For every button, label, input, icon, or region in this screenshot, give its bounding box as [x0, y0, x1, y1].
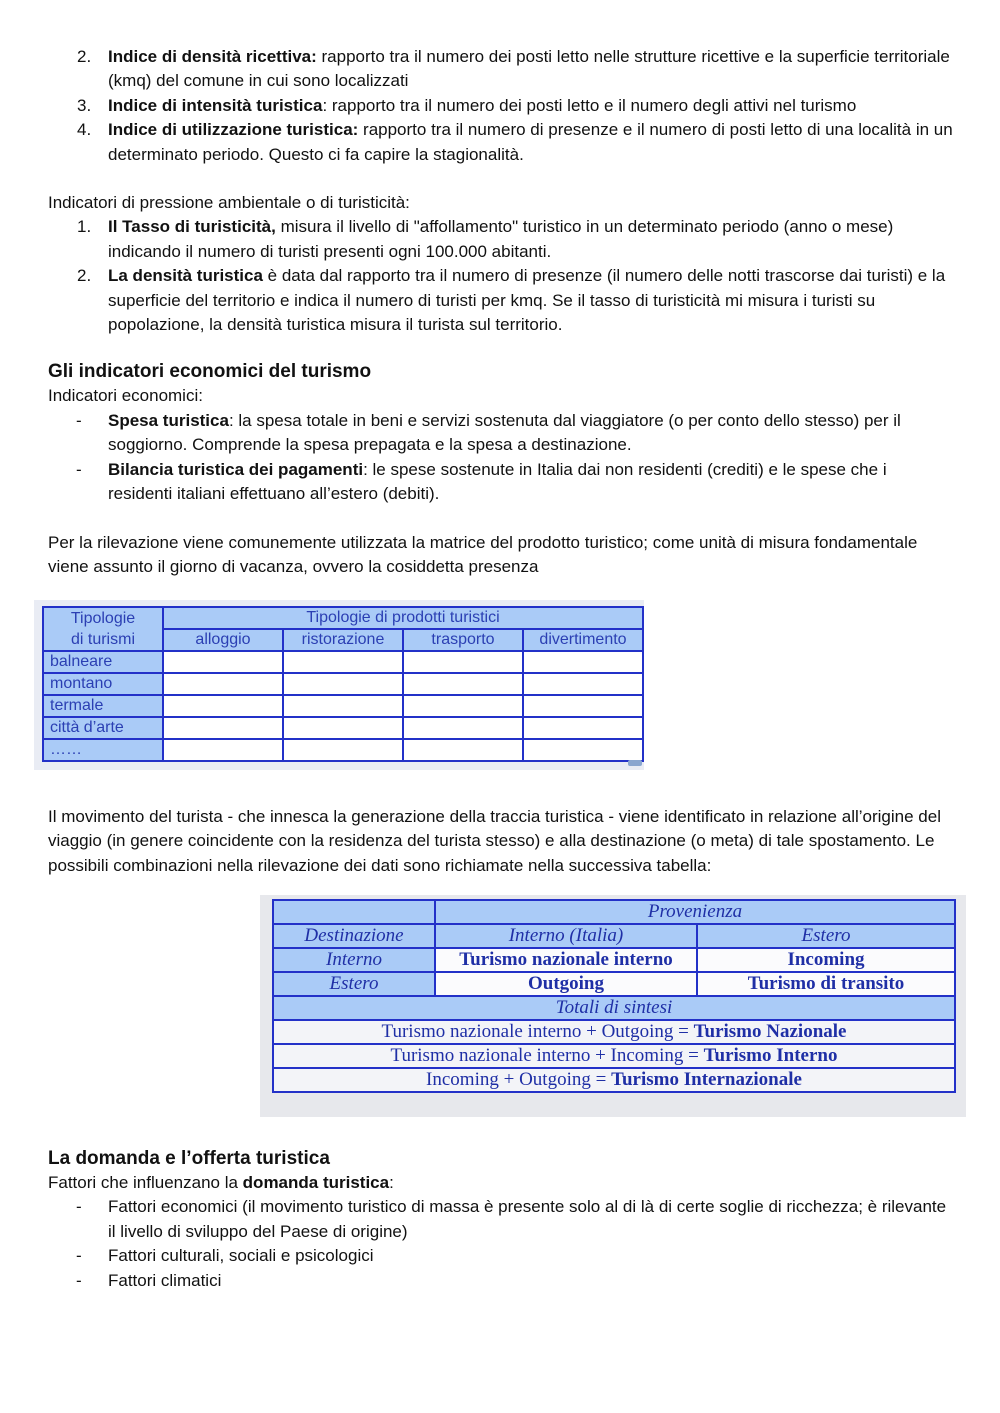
table-cell — [163, 739, 283, 761]
row-header: …… — [43, 739, 163, 761]
factor-text: Fattori culturali, sociali e psicologici — [108, 1246, 374, 1266]
definition: rapporto tra il numero di presenze e il numero di posti letto di una località in un determinato periodo. Questo ci fa capire la stagionalità. — [108, 120, 953, 164]
table-cell: Outgoing — [435, 972, 697, 996]
table-cell — [163, 651, 283, 673]
list-dash: - — [76, 1270, 82, 1290]
term: Indice di utilizzazione turistica: — [108, 120, 359, 140]
term: Bilancia turistica dei pagamenti — [108, 459, 364, 479]
sum-result: Turismo Internazionale — [611, 1069, 802, 1090]
definition: : la spesa totale in beni e servizi sostenuta dal viaggiatore (o per conto dello stesso) per il soggiorno. Comprende la spesa prepagata e la spesa a destinazione. — [108, 410, 901, 455]
intro-text: Fattori che influenzano la — [48, 1173, 243, 1192]
table-cell — [283, 651, 403, 673]
table-cell — [523, 651, 643, 673]
section-heading: Gli indicatori economici del turismo — [48, 361, 372, 383]
table-cell — [403, 717, 523, 739]
list-item — [48, 264, 953, 337]
sum-formula: Turismo nazionale interno + Outgoing = — [381, 1021, 694, 1042]
matrix-table-image — [34, 600, 644, 770]
list-number: 2. — [77, 47, 92, 66]
list-dash: - — [76, 1246, 82, 1266]
sum-row — [273, 1068, 955, 1092]
list-item — [48, 458, 953, 507]
table-cell — [403, 739, 523, 761]
interno-italia-header: Interno (Italia) — [435, 924, 697, 948]
definition: misura il livello di "affollamento" turistico in un determinato periodo (anno o mese) indicando il numero di turisti presenti ogni 100.000 abitanti. — [108, 217, 894, 261]
sum-row — [273, 1044, 955, 1068]
econ-intro: Indicatori economici: — [48, 386, 203, 406]
row-header: Estero — [273, 972, 435, 996]
column-header: ristorazione — [283, 629, 403, 651]
sum-result: Turismo Nazionale — [693, 1021, 847, 1042]
row-header: Interno — [273, 948, 435, 972]
domanda-intro — [48, 1171, 953, 1195]
definition: : rapporto tra il numero dei posti letto e il numero degli attivi nel turismo — [322, 95, 857, 115]
table-cell — [163, 717, 283, 739]
row-header: balneare — [43, 651, 163, 673]
row-header: montano — [43, 673, 163, 695]
column-header: trasporto — [403, 629, 523, 651]
intro-term: domanda turistica — [242, 1173, 390, 1192]
econ-list — [48, 409, 953, 507]
table-cell — [523, 739, 643, 761]
table-cell — [523, 695, 643, 717]
term: La densità turistica — [108, 266, 263, 286]
factor-text: Fattori economici (il movimento turistico di massa è presente solo al di là di certe soglie di ricchezza; è rilevante il livello di sviluppo del Paese di origine) — [108, 1197, 947, 1241]
table-cell — [163, 695, 283, 717]
list-dash: - — [76, 459, 82, 479]
sum-formula: Incoming + Outgoing = — [426, 1069, 612, 1090]
table-row — [273, 948, 955, 972]
table-cell — [403, 673, 523, 695]
list-item — [48, 1244, 953, 1268]
row-header: termale — [43, 695, 163, 717]
table-row — [273, 972, 955, 996]
table-row — [43, 651, 643, 673]
sum-formula: Turismo nazionale interno + Incoming = — [390, 1045, 704, 1066]
table-cell — [523, 717, 643, 739]
definition: rapporto tra il numero dei posti letto nelle strutture ricettive e la superficie territoriale (kmq) del comune in cui sono localizzati — [108, 47, 950, 91]
table-cell — [283, 673, 403, 695]
product-matrix-table — [42, 606, 644, 762]
term: Indice di intensità turistica — [108, 95, 323, 115]
table-row — [273, 1068, 955, 1092]
list-item — [48, 1195, 953, 1244]
factor-text: Fattori climatici — [108, 1270, 222, 1290]
intro-colon: : — [389, 1173, 394, 1192]
table-cell — [283, 739, 403, 761]
document-body-3 — [48, 1147, 953, 1293]
table-row — [43, 717, 643, 739]
table-cell — [523, 673, 643, 695]
table-row — [43, 695, 643, 717]
term: Indice di densità ricettiva: — [108, 47, 317, 66]
corner-line: di turismi — [70, 631, 135, 648]
pressure-list — [48, 215, 953, 337]
table-cell — [283, 695, 403, 717]
sum-result: Turismo Interno — [703, 1045, 838, 1066]
table-cell: Incoming — [697, 948, 955, 972]
list-item — [48, 409, 953, 458]
index-list — [48, 45, 953, 167]
table-cell: Turismo di transito — [697, 972, 955, 996]
row-header: città d’arte — [43, 717, 163, 739]
list-dash: - — [76, 1197, 82, 1217]
totali-header: Totali di sintesi — [273, 996, 955, 1020]
sum-row — [273, 1020, 955, 1044]
definition: : le spese sostenute in Italia dai non residenti (crediti) e le spese che i residenti italiani effettuano all’estero (debiti). — [108, 459, 887, 504]
definition: è data dal rapporto tra il numero di presenze (il numero delle notti trascorse dai turisti) e la superficie del territorio e indica il numero di turisti per kmq. Se il tasso di turisticità mi misura i turisti su popolazione, la densità turistica misura il turista sul territorio. — [108, 266, 946, 335]
pressure-intro: Indicatori di pressione ambientale o di turisticità: — [48, 193, 410, 213]
list-item — [48, 94, 953, 118]
table-row — [273, 1044, 955, 1068]
column-header: divertimento — [523, 629, 643, 651]
paragraph-movement: Il movimento del turista - che innesca la generazione della traccia turistica - viene identificato in relazione all’origine del viaggio (in genere coincidente con la residenza del turista stesso) e alla destinazione (o meta) di tale spostamento. Le possibili combinazioni nella rilevazione dei dati sono richiamate nella successiva tabella: — [48, 807, 941, 875]
table-row — [43, 673, 643, 695]
term: Il Tasso di turisticità, — [108, 217, 276, 237]
table-cell — [403, 651, 523, 673]
list-number: 4. — [77, 120, 92, 140]
column-header: alloggio — [163, 629, 283, 651]
group-header: Tipologie di prodotti turistici — [163, 607, 643, 629]
destinazione-header: Destinazione — [273, 924, 435, 948]
estero-header: Estero — [697, 924, 955, 948]
provenienza-header: Provenienza — [435, 900, 955, 924]
factors-list — [48, 1195, 953, 1293]
paragraph-matrix: Per la rilevazione viene comunemente utilizzata la matrice del prodotto turistico; come unità di misura fondamentale viene assunto il giorno di vacanza, ovvero la cosiddetta presenza — [48, 532, 918, 576]
list-item — [48, 215, 953, 264]
term: Spesa turistica — [108, 410, 229, 430]
table-row — [43, 739, 643, 761]
document-body-2 — [48, 805, 953, 878]
corner-header — [43, 607, 163, 651]
list-dash: - — [76, 410, 82, 430]
table-cell — [403, 695, 523, 717]
table-cell — [283, 717, 403, 739]
list-number: 2. — [77, 266, 92, 286]
list-number: 3. — [77, 95, 92, 115]
document-body — [48, 45, 953, 579]
list-number: 1. — [77, 217, 92, 237]
section-heading: La domanda e l’offerta turistica — [48, 1148, 330, 1169]
provenance-table-image — [260, 895, 966, 1117]
table-cell — [163, 673, 283, 695]
table-row — [273, 1020, 955, 1044]
list-item — [48, 1269, 953, 1293]
list-item — [48, 45, 953, 94]
corner-line: Tipologie — [70, 610, 136, 627]
empty-corner — [273, 900, 435, 924]
image-edge-mark — [628, 760, 642, 766]
list-item — [48, 118, 953, 167]
table-cell: Turismo nazionale interno — [435, 948, 697, 972]
provenance-table — [272, 899, 956, 1093]
